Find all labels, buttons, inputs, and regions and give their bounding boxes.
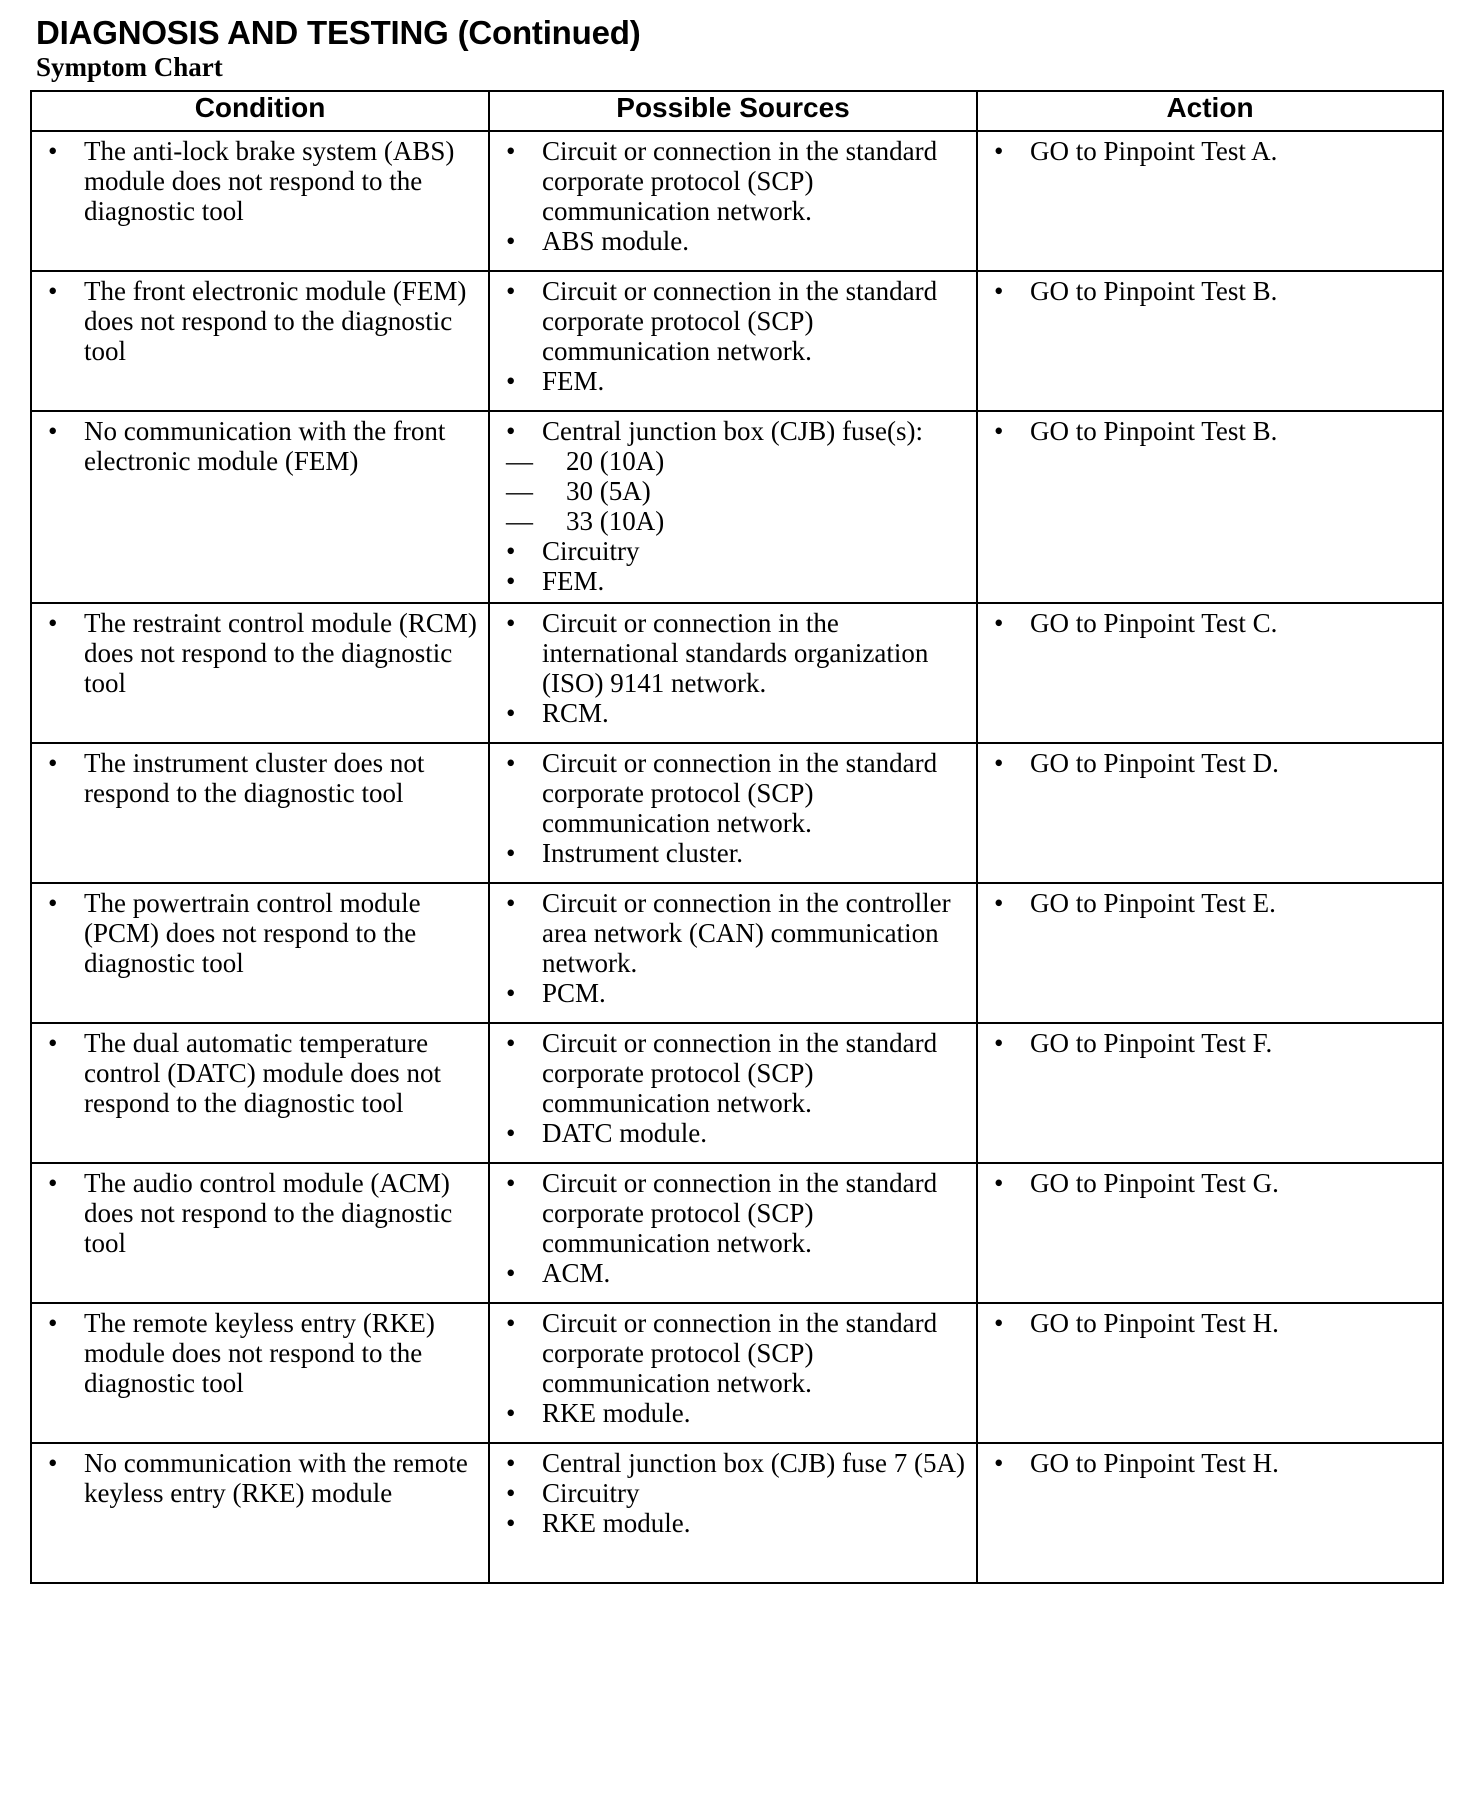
sources-cell <box>489 1303 977 1443</box>
source-item: • Circuit or connection in the standard corporate protocol (SCP) communication network. <box>502 136 966 226</box>
table-header-row <box>31 91 1443 131</box>
table-row <box>31 271 1443 411</box>
sources-cell <box>489 1023 977 1163</box>
source-item: • Circuitry <box>502 1478 966 1508</box>
document-page <box>30 14 1442 1584</box>
source-item: • Circuit or connection in the international standards organization (ISO) 9141 network. <box>502 608 966 698</box>
sources-cell <box>489 743 977 883</box>
table-row <box>31 131 1443 271</box>
source-item: • RKE module. <box>502 1508 966 1538</box>
condition-cell <box>31 1303 489 1443</box>
action-cell <box>977 743 1443 883</box>
header-possible-sources: Possible Sources <box>489 91 977 131</box>
source-item: • RCM. <box>502 698 966 728</box>
sources-cell <box>489 603 977 743</box>
condition-text: • The anti-lock brake system (ABS) module does not respond to the diagnostic tool <box>44 136 478 226</box>
table-row <box>31 1443 1443 1583</box>
source-item: • Circuit or connection in the standard corporate protocol (SCP) communication network. <box>502 748 966 838</box>
source-item: • ACM. <box>502 1258 966 1288</box>
condition-text: • The audio control module (ACM) does not respond to the diagnostic tool <box>44 1168 478 1258</box>
condition-text: • The front electronic module (FEM) does not respond to the diagnostic tool <box>44 276 478 366</box>
action-text: • GO to Pinpoint Test B. <box>990 416 1432 446</box>
condition-cell <box>31 883 489 1023</box>
action-cell <box>977 271 1443 411</box>
action-text: • GO to Pinpoint Test G. <box>990 1168 1432 1198</box>
condition-cell <box>31 131 489 271</box>
condition-cell <box>31 271 489 411</box>
source-item <box>502 416 966 536</box>
action-text: • GO to Pinpoint Test H. <box>990 1308 1432 1338</box>
source-item: • Circuit or connection in the standard corporate protocol (SCP) communication network. <box>502 1308 966 1398</box>
source-item: • FEM. <box>502 366 966 396</box>
sources-cell <box>489 1163 977 1303</box>
condition-cell <box>31 1443 489 1583</box>
action-text: • GO to Pinpoint Test C. <box>990 608 1432 638</box>
sources-cell <box>489 411 977 603</box>
table-row <box>31 411 1443 603</box>
action-text: • GO to Pinpoint Test D. <box>990 748 1432 778</box>
action-cell <box>977 411 1443 603</box>
table-row <box>31 1163 1443 1303</box>
page-title: DIAGNOSIS AND TESTING (Continued) <box>36 14 641 51</box>
condition-text: • No communication with the remote keyless entry (RKE) module <box>44 1448 478 1508</box>
sources-cell <box>489 1443 977 1583</box>
source-item: • Circuitry <box>502 536 966 566</box>
action-text: • GO to Pinpoint Test F. <box>990 1028 1432 1058</box>
condition-cell <box>31 1163 489 1303</box>
source-item: • Central junction box (CJB) fuse 7 (5A) <box>502 1448 966 1478</box>
action-cell <box>977 131 1443 271</box>
condition-text: • The powertrain control module (PCM) does not respond to the diagnostic tool <box>44 888 478 978</box>
header-action: Action <box>977 91 1443 131</box>
condition-text: • The restraint control module (RCM) does not respond to the diagnostic tool <box>44 608 478 698</box>
source-item: • Instrument cluster. <box>502 838 966 868</box>
table-row <box>31 883 1443 1023</box>
condition-cell <box>31 1023 489 1163</box>
condition-text: • The instrument cluster does not respond to the diagnostic tool <box>44 748 478 808</box>
symptom-chart-table <box>30 90 1444 1584</box>
condition-cell <box>31 743 489 883</box>
action-text: • GO to Pinpoint Test A. <box>990 136 1432 166</box>
condition-cell <box>31 411 489 603</box>
condition-text: • No communication with the front electronic module (FEM) <box>44 416 478 476</box>
source-item: • RKE module. <box>502 1398 966 1428</box>
condition-text: • The remote keyless entry (RKE) module does not respond to the diagnostic tool <box>44 1308 478 1398</box>
condition-cell <box>31 603 489 743</box>
source-item: • FEM. <box>502 566 966 596</box>
action-cell <box>977 1303 1443 1443</box>
action-text: • GO to Pinpoint Test E. <box>990 888 1432 918</box>
action-cell <box>977 603 1443 743</box>
page-subtitle: Symptom Chart <box>36 52 223 82</box>
header-condition: Condition <box>31 91 489 131</box>
action-text: • GO to Pinpoint Test H. <box>990 1448 1432 1478</box>
source-item: • DATC module. <box>502 1118 966 1148</box>
action-cell <box>977 1023 1443 1163</box>
source-item-text: Central junction box (CJB) fuse(s): <box>542 416 923 446</box>
action-cell <box>977 883 1443 1023</box>
table-row <box>31 743 1443 883</box>
source-item: • ABS module. <box>502 226 966 256</box>
sources-cell <box>489 883 977 1023</box>
action-cell <box>977 1163 1443 1303</box>
table-row <box>31 603 1443 743</box>
action-cell <box>977 1443 1443 1583</box>
source-item: • PCM. <box>502 978 966 1008</box>
fuse-item: — 33 (10A) <box>502 506 966 536</box>
source-item: • Circuit or connection in the standard corporate protocol (SCP) communication network. <box>502 1028 966 1118</box>
source-item: • Circuit or connection in the controller area network (CAN) communication network. <box>502 888 966 978</box>
fuse-item: — 30 (5A) <box>502 476 966 506</box>
fuse-item: — 20 (10A) <box>502 446 966 476</box>
source-item: • Circuit or connection in the standard corporate protocol (SCP) communication network. <box>502 1168 966 1258</box>
action-text: • GO to Pinpoint Test B. <box>990 276 1432 306</box>
condition-text: • The dual automatic temperature control (DATC) module does not respond to the diagnostic tool <box>44 1028 478 1118</box>
sources-cell <box>489 271 977 411</box>
sources-cell <box>489 131 977 271</box>
source-item: • Circuit or connection in the standard corporate protocol (SCP) communication network. <box>502 276 966 366</box>
table-row <box>31 1023 1443 1163</box>
table-row <box>31 1303 1443 1443</box>
